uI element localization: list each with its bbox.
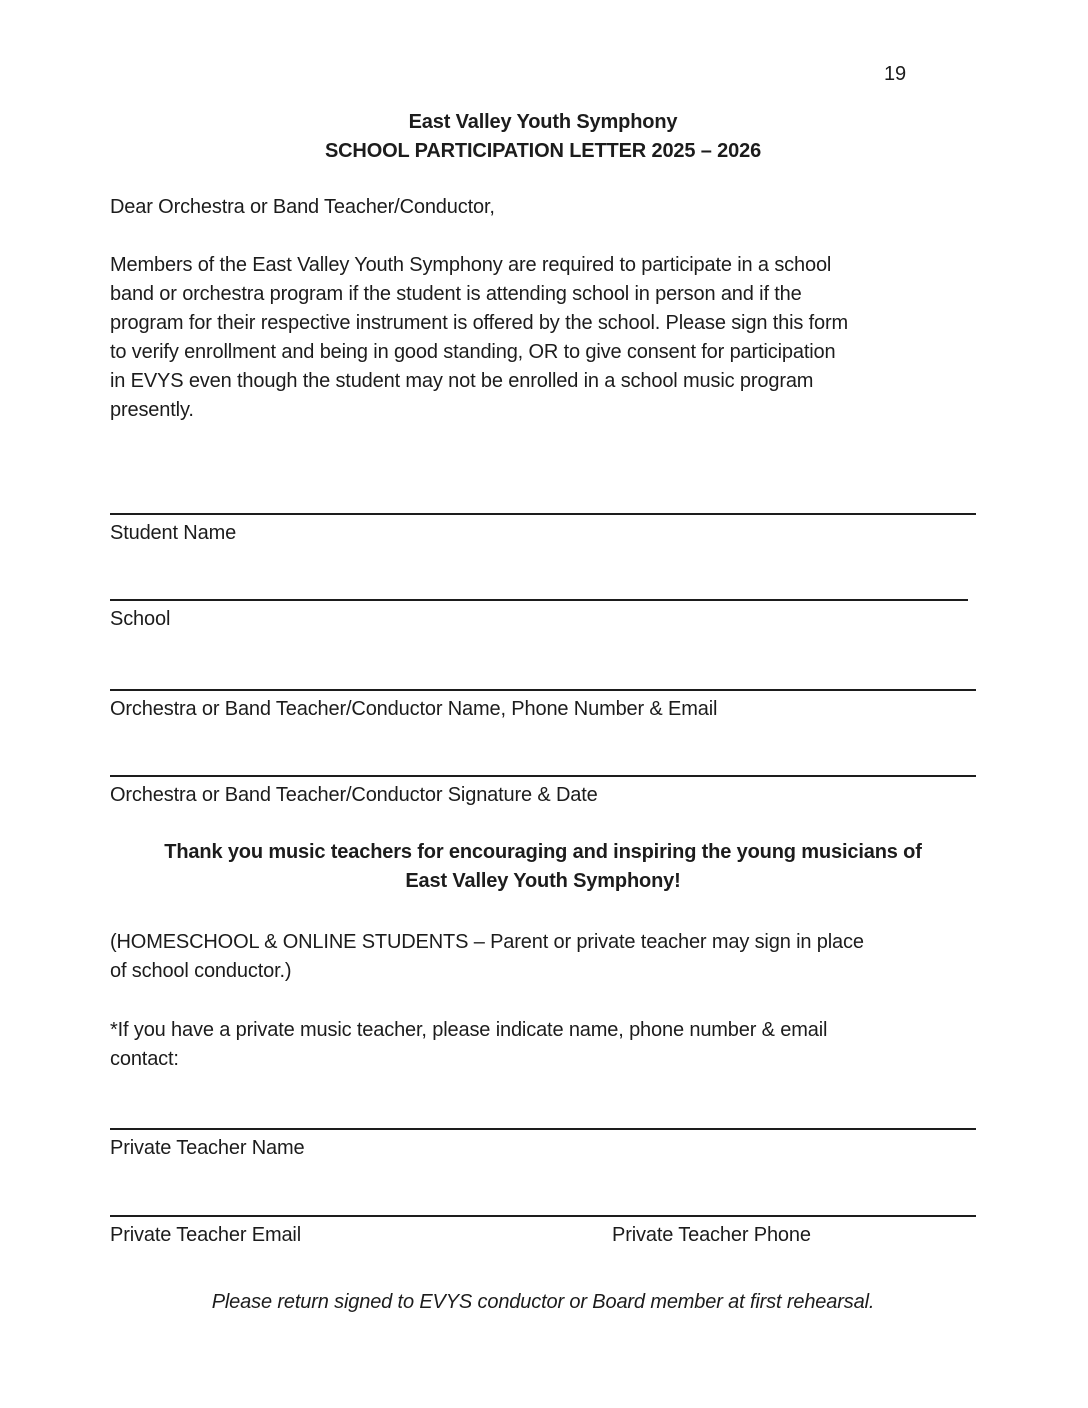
thank-you-line-1: Thank you music teachers for encouraging and inspiring the young musicians of [164, 841, 922, 863]
private-teacher-note [110, 1016, 976, 1074]
student-name-label: Student Name [110, 522, 237, 544]
intro-paragraph-line: in EVYS even though the student may not be enrolled in a school music program [110, 370, 814, 392]
private-teacher-name-label: Private Teacher Name [110, 1137, 305, 1159]
school-label: School [110, 608, 171, 630]
homeschool-note-line-1: (HOMESCHOOL & ONLINE STUDENTS – Parent or private teacher may sign in place [110, 931, 864, 953]
homeschool-note [110, 928, 976, 986]
thank-you-line-2: East Valley Youth Symphony! [405, 870, 681, 892]
intro-paragraph-line: band or orchestra program if the student is attending school in person and if the [110, 283, 802, 305]
private-teacher-email-phone-write-in-line[interactable] [110, 1215, 976, 1217]
intro-paragraph-line: Members of the East Valley Youth Symphony are required to participate in a school [110, 254, 832, 276]
title-line-1: East Valley Youth Symphony [408, 111, 678, 133]
intro-paragraph-line: program for their respective instrument is offered by the school. Please sign this form [110, 312, 849, 334]
teacher-signature-write-in-line[interactable] [110, 775, 976, 777]
intro-paragraph [110, 251, 976, 425]
thank-you-note [110, 838, 976, 896]
private-teacher-phone-label: Private Teacher Phone [612, 1224, 811, 1246]
page-number: 19 [884, 63, 906, 85]
intro-paragraph-line: to verify enrollment and being in good standing, OR to give consent for participation [110, 341, 836, 363]
student-name-write-in-line[interactable] [110, 513, 976, 515]
teacher-contact-write-in-line[interactable] [110, 689, 976, 691]
salutation: Dear Orchestra or Band Teacher/Conductor, [110, 196, 495, 218]
school-write-in-line[interactable] [110, 599, 968, 601]
private-teacher-note-line-2: contact: [110, 1048, 179, 1070]
return-instruction: Please return signed to EVYS conductor or Board member at first rehearsal. [211, 1291, 875, 1313]
private-teacher-name-write-in-line[interactable] [110, 1128, 976, 1130]
teacher-signature-label: Orchestra or Band Teacher/Conductor Signature & Date [110, 784, 598, 806]
homeschool-note-line-2: of school conductor.) [110, 960, 292, 982]
document-title [110, 108, 976, 166]
title-line-2: SCHOOL PARTICIPATION LETTER 2025 – 2026 [324, 140, 762, 162]
intro-paragraph-line: presently. [110, 399, 194, 421]
private-teacher-email-label: Private Teacher Email [110, 1224, 302, 1246]
private-teacher-note-line-1: *If you have a private music teacher, please indicate name, phone number & email [110, 1019, 828, 1041]
teacher-contact-label: Orchestra or Band Teacher/Conductor Name, Phone Number & Email [110, 698, 718, 720]
